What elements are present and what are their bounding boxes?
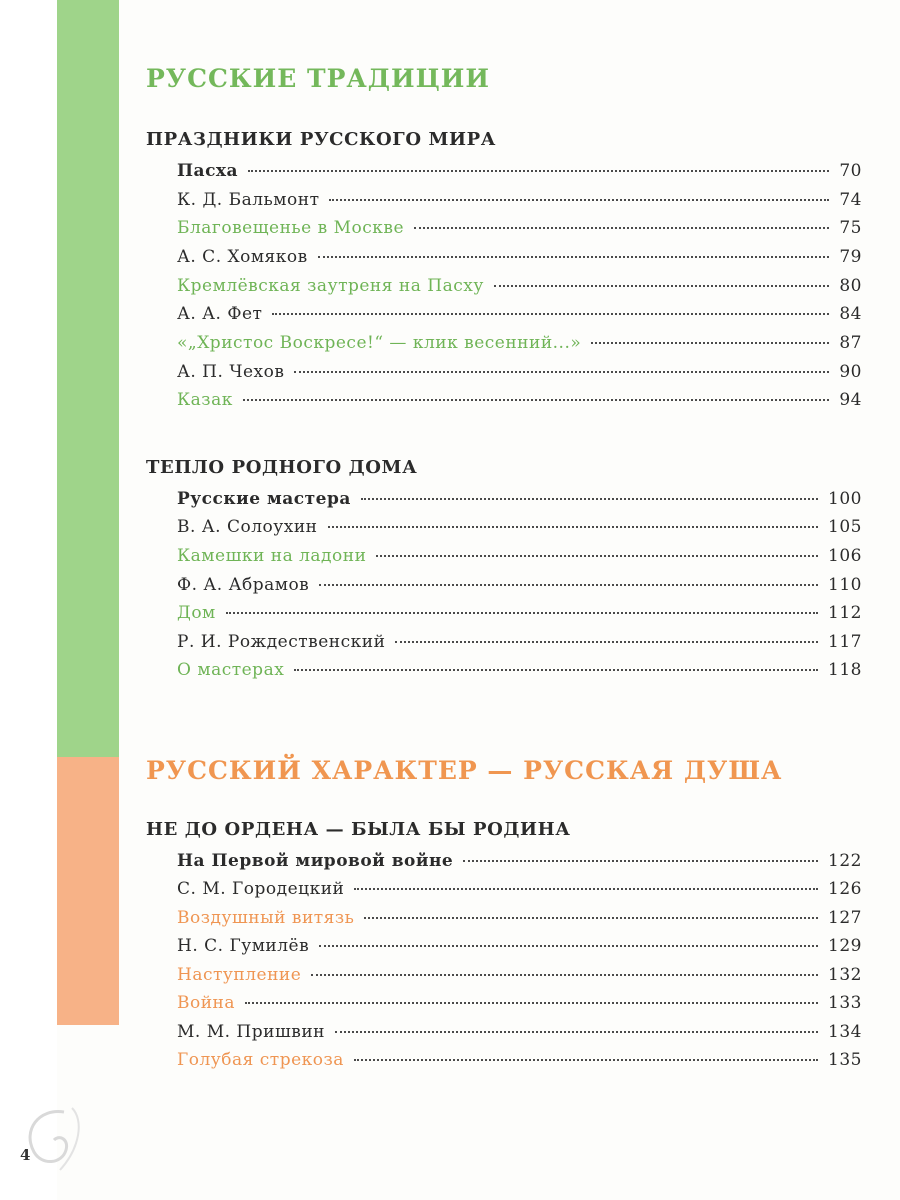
entry-page: 80 [839, 276, 862, 296]
toc-entry[interactable] [177, 489, 862, 517]
toc-entry[interactable] [177, 603, 862, 631]
entry-title: Благовещенье в Москве [177, 218, 405, 238]
toc-entry[interactable] [177, 965, 862, 993]
entry-title: Наступление [177, 965, 302, 985]
dot-leader [591, 342, 829, 344]
toc-entry[interactable] [177, 993, 862, 1021]
entry-page: 79 [839, 247, 862, 267]
toc-entry[interactable] [177, 304, 862, 332]
toc-entry[interactable] [177, 851, 862, 879]
dot-leader [463, 860, 818, 862]
entry-title: О мастерах [177, 660, 285, 680]
entry-page: 112 [828, 603, 862, 623]
entry-title: «„Христос Воскресе!“ — клик весенний...» [177, 333, 582, 353]
entry-title: Дом [177, 603, 216, 623]
toc-entry[interactable] [177, 1050, 862, 1078]
entry-title: М. М. Пришвин [177, 1022, 326, 1042]
entry-title: А. П. Чехов [177, 362, 285, 382]
dot-leader [311, 974, 818, 976]
toc-entry[interactable] [177, 390, 862, 418]
entry-title: Война [177, 993, 236, 1013]
dot-leader [294, 371, 829, 373]
dot-leader [395, 641, 818, 643]
entry-page: 90 [839, 362, 862, 382]
entry-title: Р. И. Рождественский [177, 632, 386, 652]
dot-leader [354, 888, 818, 890]
toc-entry[interactable] [177, 908, 862, 936]
entry-title: Ф. А. Абрамов [177, 575, 310, 595]
green-margin-strip [57, 0, 119, 757]
entry-page: 84 [839, 304, 862, 324]
dot-leader [319, 584, 818, 586]
entry-page: 133 [828, 993, 862, 1013]
entry-title: Кремлёвская заутреня на Пасху [177, 276, 484, 296]
dot-leader [354, 1059, 818, 1061]
toc-entry[interactable] [177, 517, 862, 545]
toc-entry[interactable] [177, 1022, 862, 1050]
entry-title: К. Д. Бальмонт [177, 190, 320, 210]
entry-title: А. А. Фет [177, 304, 263, 324]
entry-title: Голубая стрекоза [177, 1050, 344, 1070]
entry-page: 117 [828, 632, 862, 652]
toc-entry[interactable] [177, 546, 862, 574]
dot-leader [272, 313, 829, 315]
chapter-title: ПРАЗДНИКИ РУССКОГО МИРА [146, 129, 496, 150]
dot-leader [494, 285, 830, 287]
entry-page: 70 [839, 161, 862, 181]
dot-leader [319, 945, 818, 947]
dot-leader [328, 526, 819, 528]
entry-page: 129 [828, 936, 862, 956]
toc-entry[interactable] [177, 936, 862, 964]
dot-leader [245, 1002, 818, 1004]
swirl-ornament-icon [14, 1100, 114, 1180]
entry-page: 100 [828, 489, 862, 509]
entry-title: Пасха [177, 161, 239, 181]
dot-leader [248, 170, 829, 172]
page-margin [0, 0, 57, 1200]
entry-title: Русские мастера [177, 489, 351, 509]
entry-page: 135 [828, 1050, 862, 1070]
entry-page: 134 [828, 1022, 862, 1042]
dot-leader [335, 1031, 818, 1033]
entry-page: 105 [828, 517, 862, 537]
toc-entry[interactable] [177, 632, 862, 660]
entry-page: 110 [828, 575, 862, 595]
entry-title: Камешки на ладони [177, 546, 367, 566]
entry-title: На Первой мировой войне [177, 851, 454, 871]
entry-title: Н. С. Гумилёв [177, 936, 310, 956]
entry-page: 118 [828, 660, 862, 680]
toc-entry[interactable] [177, 575, 862, 603]
dot-leader [318, 256, 830, 258]
toc-entry[interactable] [177, 276, 862, 304]
chapter-title: НЕ ДО ОРДЕНА — БЫЛА БЫ РОДИНА [146, 819, 571, 840]
dot-leader [329, 199, 829, 201]
toc-entry[interactable] [177, 218, 862, 246]
orange-margin-strip [57, 757, 119, 1025]
dot-leader [243, 399, 830, 401]
entry-page: 132 [828, 965, 862, 985]
chapter-title: ТЕПЛО РОДНОГО ДОМА [146, 457, 418, 478]
entry-page: 75 [839, 218, 862, 238]
entry-page: 74 [839, 190, 862, 210]
dot-leader [226, 612, 818, 614]
dot-leader [414, 227, 829, 229]
toc-entry[interactable] [177, 660, 862, 688]
entry-title: Воздушный витязь [177, 908, 355, 928]
entry-page: 87 [839, 333, 862, 353]
entry-title: В. А. Солоухин [177, 517, 318, 537]
toc-entry[interactable] [177, 333, 862, 361]
page-number: 4 [20, 1146, 31, 1164]
toc-entry[interactable] [177, 247, 862, 275]
entry-page: 106 [828, 546, 862, 566]
dot-leader [294, 669, 818, 671]
toc-entry[interactable] [177, 362, 862, 390]
dot-leader [361, 498, 818, 500]
toc-entry[interactable] [177, 161, 862, 189]
entry-title: Казак [177, 390, 233, 410]
toc-entry[interactable] [177, 190, 862, 218]
section-title: РУССКИЕ ТРАДИЦИИ [146, 64, 491, 93]
entry-page: 94 [839, 390, 862, 410]
dot-leader [376, 555, 818, 557]
toc-entry[interactable] [177, 879, 862, 907]
entry-page: 127 [828, 908, 862, 928]
entry-page: 126 [828, 879, 862, 899]
section-title: РУССКИЙ ХАРАКТЕР — РУССКАЯ ДУША [146, 756, 783, 785]
entry-title: А. С. Хомяков [177, 247, 308, 267]
entry-page: 122 [828, 851, 862, 871]
dot-leader [364, 917, 818, 919]
entry-title: С. М. Городецкий [177, 879, 345, 899]
